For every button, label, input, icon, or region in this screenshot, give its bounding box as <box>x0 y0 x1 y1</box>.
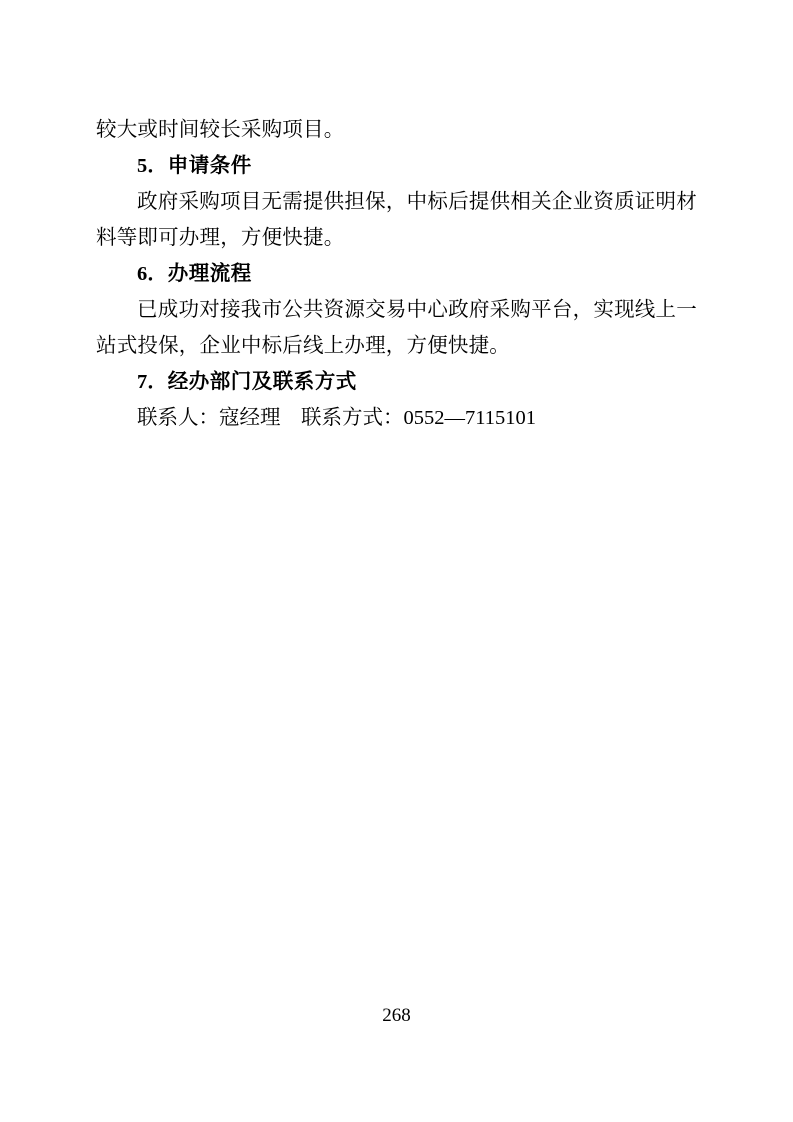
section-heading-6 <box>96 256 697 292</box>
section-paragraph-6: 已成功对接我市公共资源交易中心政府采购平台，实现线上一站式投保，企业中标后线上办理，方便快捷。 <box>96 299 697 357</box>
section-heading-7 <box>96 364 697 400</box>
section-number-5: 5． <box>137 155 168 177</box>
section-title-6: 办理流程 <box>167 263 252 285</box>
section-title-7: 经办部门及联系方式 <box>167 371 357 393</box>
section-title-5: 申请条件 <box>167 155 252 177</box>
section-number-7: 7． <box>137 371 168 393</box>
page-number: 268 <box>382 1005 411 1026</box>
section-paragraph-5: 政府采购项目无需提供担保，中标后提供相关企业资质证明材料等即可办理，方便快捷。 <box>96 191 697 249</box>
continued-paragraph: 较大或时间较长采购项目。 <box>96 119 345 141</box>
section-number-6: 6． <box>137 263 168 285</box>
section-paragraph-7: 联系人：寇经理 联系方式：0552—7115101 <box>137 407 536 429</box>
section-heading-5 <box>96 148 697 184</box>
